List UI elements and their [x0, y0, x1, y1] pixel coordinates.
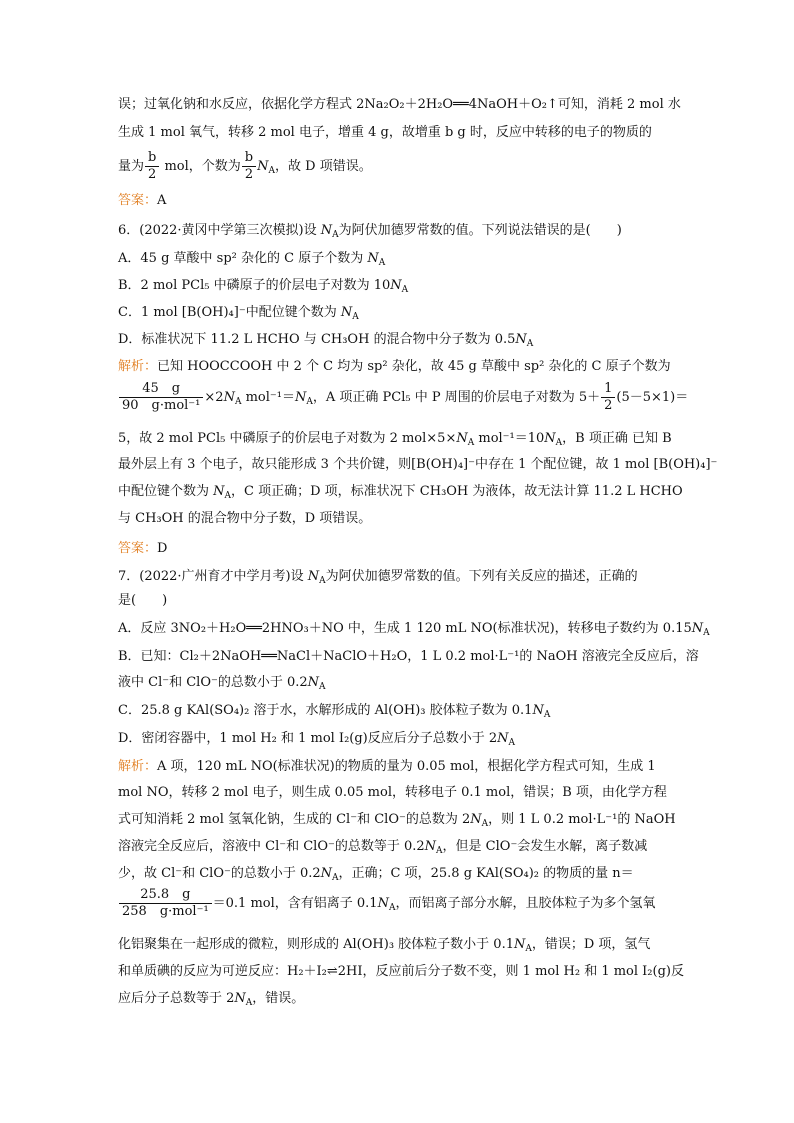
- fraction: $\frac{b}{2}$: [145, 150, 159, 183]
- option-b: B．已知：Cl₂＋2NaOH══NaCl＋NaClO＋H₂O，1 L 0.2 mol·L⁻¹的 NaOH 溶液完全反应后，溶: [118, 649, 699, 664]
- explanation-line: 解析：A 项，120 mL NO(标准状况)的物质的量为 0.05 mol，根据化学方程式可知，生成 1: [118, 759, 656, 774]
- avogadro-symbol: N: [390, 278, 402, 293]
- explanation-line: 最外层上有 3 个电子，故只能形成 3 个共价键，则[B(OH)₄]⁻中存在 1 个配位键，故 1 mol [B(OH)₄]⁻: [118, 457, 718, 472]
- explanation-line: mol NO，转移 2 mol 电子，则生成 0.05 mol，转移电子 0.1 mol，错误；B 项，由化学方程: [118, 785, 667, 800]
- explanation-line: $\frac{45 g}{\text{90 g·mol⁻¹}}$ $\times 2N_A$ $mol^{-1}=N_A$，A 项正确 PCl₅ 中 P 周围的价层电子对数为 5＋ $\frac{1}{2}$ (5－5×1)＝: [118, 380, 688, 420]
- avogadro-symbol: N: [294, 390, 307, 405]
- option-b: 液中 Cl⁻和 ClO⁻的总数小于 $0.2N_A$: [118, 675, 326, 692]
- explanation-line: 化铝聚集在一起形成的微粒，则形成的 Al(OH)₃ 胶体粒子数小于 $0.1N_A$，错误；D 项，氢气: [118, 937, 651, 954]
- explanation-line: 与 CH₃OH 的混合物中分子数，D 项错误。: [118, 511, 372, 526]
- avogadro-symbol: N: [340, 305, 353, 320]
- avogadro-symbol: N: [515, 332, 527, 347]
- explanation-line: 少，故 Cl⁻和 ClO⁻的总数小于 $0.2N_A$，正确；C 项，25.8 g KAl(SO₄)₂ 的物质的量 n＝: [118, 866, 634, 883]
- avogadro-symbol: N: [497, 731, 509, 746]
- avogadro-symbol: N: [320, 866, 333, 881]
- option-c: C．1 mol [B(OH)₄]⁻中配位键个数为 $N_A$: [118, 305, 359, 322]
- explanation-line: $\frac{25.8 g}{\text{258 g·mol⁻¹}}$ ＝0.1 mol，含有铝离子 $0.1N_A$，而铝离子部分水解，且胶体粒子为多个氢氧: [118, 886, 655, 926]
- avogadro-symbol: N: [367, 251, 379, 266]
- option-a: A．反应 3NO₂＋H₂O══2HNO₃＋NO 中，生成 1 120 mL NO(标准状况)，转移电子数约为 $0.15N_A$: [118, 621, 710, 638]
- option-c: C．25.8 g KAl(SO₄)₂ 溶于水，水解形成的 Al(OH)₃ 胶体粒子数为 $0.1N_A$: [118, 703, 551, 720]
- avogadro-symbol: N: [213, 484, 225, 499]
- option-a: A．45 g 草酸中 sp² 杂化的 C 原子个数为 $N_A$: [118, 251, 386, 268]
- avogadro-symbol: N: [456, 431, 468, 446]
- option-b: B．2 mol PCl₅ 中磷原子的价层电子对数为 $10N_A$: [118, 278, 409, 295]
- fraction: $\frac{45 g}{\text{90 g·mol⁻¹}}$: [119, 381, 203, 414]
- text-line: 量为 $\frac{b}{2}$ mol，个数为 $\frac{b}{2}$ $N_A$，故 D 项错误。: [118, 150, 372, 182]
- explanation-line: 解析：已知 HOOCCOOH 中 2 个 C 均为 sp² 杂化，故 45 g 草酸中 sp² 杂化的 C 原子个数为: [118, 359, 671, 374]
- explanation-line: 溶液完全反应后，溶液中 Cl⁻和 ClO⁻的总数等于 $0.2N_A$，但是 ClO⁻会发生水解，离子数减: [118, 839, 648, 856]
- fraction: $\frac{25.8 g}{\text{258 g·mol⁻¹}}$: [119, 887, 212, 920]
- avogadro-symbol: N: [424, 839, 437, 854]
- option-d: D．密闭容器中，1 mol H₂ 和 1 mol I₂(g)反应后分子总数小于 $2N_A$: [118, 731, 516, 748]
- avogadro-symbol: N: [307, 675, 320, 690]
- text-line: 生成 1 mol 氧气，转移 2 mol 电子，增重 4 g，故增重 b g 时，反应中转移的电子的物质的: [118, 125, 652, 140]
- fraction: $\frac{1}{2}$: [601, 381, 615, 414]
- fraction: $\frac{b}{2}$: [242, 150, 256, 183]
- question-7-stem: 是( ): [118, 593, 168, 608]
- avogadro-symbol: N: [513, 937, 526, 952]
- avogadro-symbol: N: [307, 569, 320, 584]
- question-7-stem: 7．(2022·广州育才中学月考)设 $N_A$为阿伏加德罗常数的值。下列有关反应的描述，正确的: [118, 569, 638, 586]
- explanation-line: 和单质碘的反应为可逆反应：H₂＋I₂⇌2HI，反应前后分子数不变，则 1 mol H₂ 和 1 mol I₂(g)反: [118, 964, 684, 979]
- explanation-line: 5，故 2 mol PCl₅ 中磷原子的价层电子对数为 2 $mol\times 5\times N_A$ $mol^{-1}=10N_A$，B 项正确 已知 B: [118, 431, 672, 448]
- avogadro-symbol: N: [544, 431, 556, 446]
- avogadro-symbol: N: [377, 896, 389, 911]
- avogadro-symbol: N: [223, 390, 235, 405]
- avogadro-symbol: N: [691, 621, 704, 636]
- explanation-line: 应后分子总数等于 $2N_A$，错误。: [118, 991, 305, 1008]
- avogadro-symbol: N: [532, 703, 544, 718]
- question-6-stem: 6．(2022·黄冈中学第三次模拟)设 $N_A$为阿伏加德罗常数的值。下列说法错误的是( ): [118, 223, 622, 240]
- answer-line: 答案：D: [118, 541, 168, 556]
- avogadro-symbol: N: [320, 223, 333, 238]
- explanation-line: 中配位键个数为 $N_A$，C 项正确；D 项，标准状况下 CH₃OH 为液体，故无法计算 11.2 L HCHO: [118, 484, 683, 501]
- text-line: 误；过氧化钠和水反应，依据化学方程式 2Na₂O₂＋2H₂O══4NaOH＋O₂↑可知，消耗 2 mol 水: [118, 97, 681, 112]
- explanation-line: 式可知消耗 2 mol 氢氧化钠，生成的 Cl⁻和 ClO⁻的总数为 $2N_A$，则 1 L 0.2 mol·L⁻¹的 NaOH: [118, 812, 676, 829]
- answer-line: 答案：A: [118, 193, 167, 208]
- avogadro-symbol: N: [234, 991, 246, 1006]
- option-d: D．标准状况下 11.2 L HCHO 与 CH₃OH 的混合物中分子数为 $0.5N_A$: [118, 332, 534, 349]
- avogadro-symbol: N: [470, 812, 482, 827]
